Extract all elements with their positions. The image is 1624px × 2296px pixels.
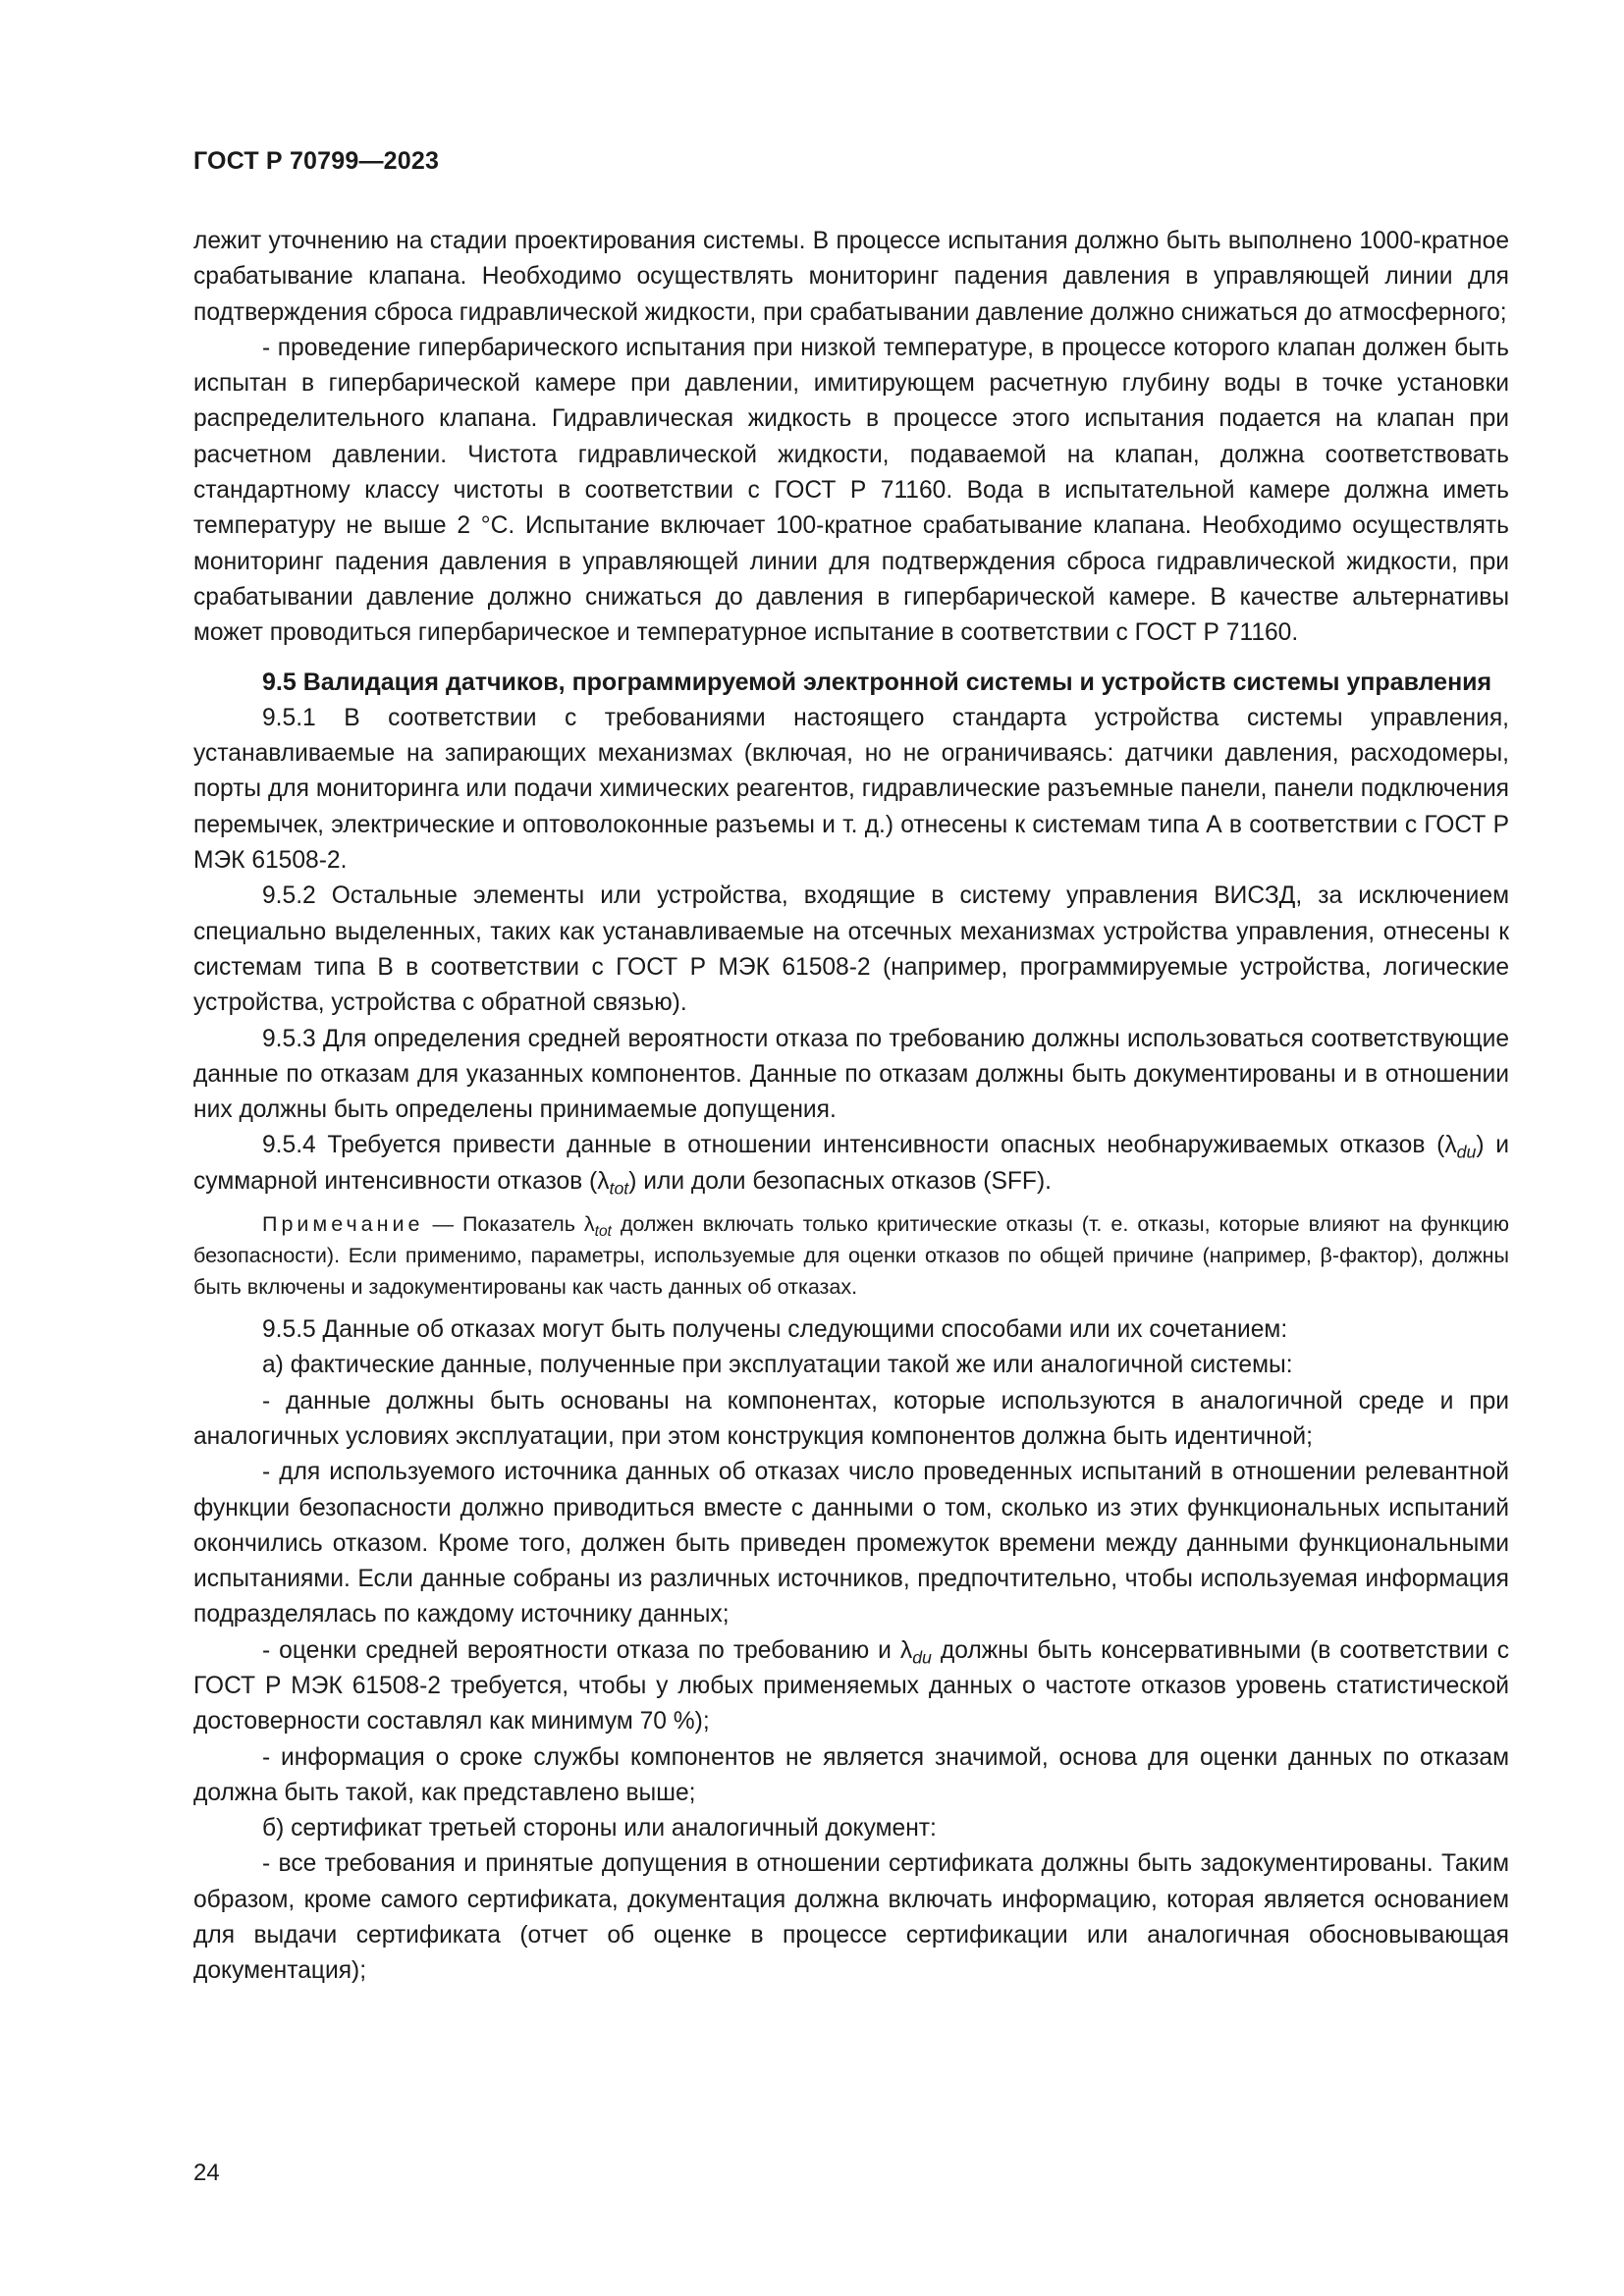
list-item-b-1: - все требования и принятые допущения в отношении сертификата должны быть задокументированы. Таким образом, кроме самого сертификата, документация должна включать информацию, которая является основанием для выдачи сертификата (отчет об оценке в процессе сертификации или аналогичная обосновывающая документация); xyxy=(193,1850,1509,1985)
list-item-b: б) сертификат третьей стороны или аналогичный документ: xyxy=(262,1815,937,1842)
document-header: ГОСТ Р 70799—2023 xyxy=(193,147,440,175)
text-run: должен включать только критические отказы (т. е. отказы, которые влияют на функцию безопасности). Если применимо, параметры, используемые для оценки отказов по общей причине (например, β-фактор), должны быть включены и задокументированы как часть данных об отказах. xyxy=(193,1212,1509,1300)
paragraph-9-5-4 xyxy=(193,1128,1509,1200)
page-number: 24 xyxy=(193,2160,220,2186)
list-item-a: а) фактические данные, полученные при эксплуатации такой же или аналогичной системы: xyxy=(262,1352,1293,1379)
note-label: Примечание xyxy=(262,1212,424,1237)
subscript-tot: tot xyxy=(609,1178,629,1199)
list-item-a-2: - для используемого источника данных об отказах число проведенных испытаний в отношении релевантной функции безопасности должно приводиться вместе с данными о том, сколько из этих функциональных испытаний окончились отказом. Кроме того, должен быть приведен промежуток времени между данными функциональными испытаниями. Если данные собраны из различных источников, предпочтительно, чтобы используемая информация подразделялась по каждому источнику данных; xyxy=(193,1459,1509,1629)
paragraph-9-5-1: 9.5.1 В соответствии с требованиями настоящего стандарта устройства системы управления, устанавливаемые на запирающих механизмах (включая, но не ограничиваясь: датчики давления, расходомеры, порты для мониторинга или подачи химических реагентов, гидравлические разъемные панели, панели подключения перемычек, электрические и оптоволоконные разъемы и т. д.) отнесены к системам типа А в соответствии с ГОСТ Р МЭК 61508-2. xyxy=(193,704,1509,875)
document-body xyxy=(193,224,1509,1990)
text-run: должны быть консервативными (в соответствии с ГОСТ Р МЭК 61508-2 требуется, чтобы у любых применяемых данных о частоте отказов уровень статистической достоверности составлял как минимум 70 %); xyxy=(193,1636,1509,1735)
subscript-du: du xyxy=(912,1647,932,1668)
text-run: ) или доли безопасных отказов (SFF). xyxy=(628,1167,1052,1195)
paragraph-9-5-5: 9.5.5 Данные об отказах могут быть получены следующими способами или их сочетанием: xyxy=(262,1316,1288,1344)
subscript-tot: tot xyxy=(594,1222,612,1240)
text-run: - оценки средней вероятности отказа по требованию и λ xyxy=(262,1636,913,1664)
list-item-a-3 xyxy=(193,1633,1509,1740)
section-title: 9.5 Валидация датчиков, программируемой электронной системы и устройств системы управления xyxy=(262,667,1492,696)
text-run: 9.5.4 Требуется привести данные в отношении интенсивности опасных необнаруживаемых отказов (λ xyxy=(262,1132,1457,1159)
note-paragraph xyxy=(193,1208,1509,1303)
list-item-a-1: - данные должны быть основаны на компонентах, которые используются в аналогичной среде и при аналогичных условиях эксплуатации, при этом конструкция компонентов должна быть идентичной; xyxy=(193,1387,1509,1450)
text-run: — Показатель λ xyxy=(423,1212,595,1237)
paragraph-continuation: лежит уточнению на стадии проектирования системы. В процессе испытания должно быть выполнено 1000-кратное срабатывание клапана. Необходимо осуществлять мониторинг падения давления в управляющей линии для подтверждения сброса гидравлической жидкости, при срабатывании давление должно снижаться до атмосферного; xyxy=(193,228,1509,326)
paragraph-9-5-3: 9.5.3 Для определения средней вероятности отказа по требованию должны использоваться соответствующие данные по отказам для указанных компонентов. Данные по отказам должны быть документированы и в отношении них должны быть определены принимаемые допущения. xyxy=(193,1025,1509,1124)
list-item-a-4: - информация о сроке службы компонентов не является значимой, основа для оценки данных по отказам должна быть такой, как представлено выше; xyxy=(193,1743,1509,1806)
subscript-du: du xyxy=(1456,1143,1477,1163)
paragraph-9-5-2: 9.5.2 Остальные элементы или устройства, входящие в систему управления ВИСЗД, за исключением специально выделенных, таких как устанавливаемые на отсечных механизмах устройства управления, отнесены к системам типа В в соответствии с ГОСТ Р МЭК 61508-2 (например, программируемые устройства, логические устройства, устройства с обратной связью). xyxy=(193,882,1509,1017)
text-run: ) и суммарной интенсивности отказов (λ xyxy=(193,1132,1510,1195)
paragraph-hyperbaric-test: - проведение гипербарического испытания при низкой температуре, в процессе которого клапан должен быть испытан в гипербарической камере при давлении, имитирующем расчетную глубину воды в точке установки распределительного клапана. Гидравлическая жидкость в процессе этого испытания подается на клапан при расчетном давлении. Чистота гидравлической жидкости, подаваемой на клапан, должна соответствовать стандартному классу чистоты в соответствии с ГОСТ Р 71160. Вода в испытательной камере должна иметь температуру не выше 2 °С. Испытание включает 100-кратное срабатывание клапана. Необходимо осуществлять мониторинг падения давления в управляющей линии для подтверждения сброса гидравлической жидкости, при срабатывании давление должно снижаться до давления в гипербарической камере. В качестве альтернативы может проводиться гипербарическое и температурное испытание в соответствии с ГОСТ Р 71160. xyxy=(193,334,1509,647)
